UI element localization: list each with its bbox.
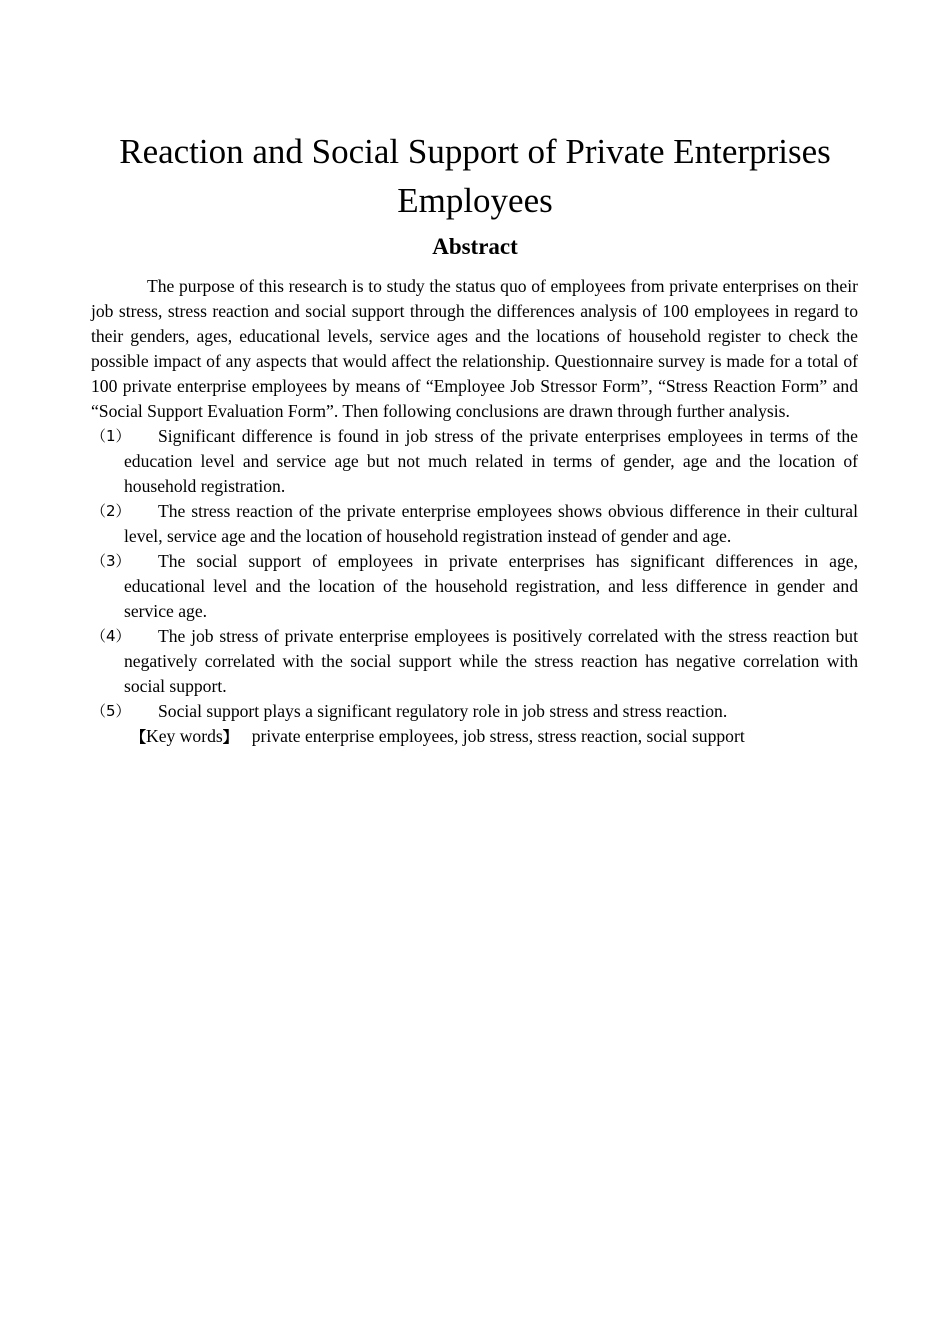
conclusion-item-4	[91, 624, 858, 699]
keywords-label	[131, 726, 238, 746]
keywords-text: private enterprise employees, job stress, stress reaction, social support	[251, 726, 745, 746]
conclusion-text: The job stress of private enterprise employees is positively correlated with the stress reaction but negatively correlated with the social support while the stress reaction has negative correlation with social support.	[124, 626, 858, 696]
conclusion-text: The stress reaction of the private enterprise employees shows obvious difference in their cultural level, service age and the location of household registration instead of gender and age.	[124, 501, 858, 546]
conclusion-text: Social support plays a significant regulatory role in job stress and stress reaction.	[158, 701, 728, 721]
conclusion-marker: （2）	[91, 502, 131, 520]
conclusion-item-3	[91, 549, 858, 624]
conclusion-marker: （3）	[91, 552, 131, 570]
conclusion-item-5	[91, 699, 858, 724]
keywords-open-bracket: 【	[131, 728, 147, 746]
conclusion-item-1	[91, 424, 858, 499]
conclusion-text: Significant difference is found in job stress of the private enterprises employees in terms of the education level and service age but not much related in terms of gender, age and the location of household registration.	[124, 426, 858, 496]
conclusion-marker: （1）	[91, 427, 131, 445]
abstract-intro-paragraph: The purpose of this research is to study the status quo of employees from private enterprises on their job stress, stress reaction and social support through the differences analysis of 100 employees in regard to their genders, ages, educational levels, service ages and the locations of household register to check the possible impact of any aspects that would affect the relationship. Questionnaire survey is made for a total of 100 private enterprise employees by means of “Employee Job Stressor Form”, “Stress Reaction Form” and “Social Support Evaluation Form”. Then following conclusions are drawn through further analysis.	[91, 276, 858, 421]
keywords-label-text: Key words	[146, 726, 223, 746]
conclusion-text: The social support of employees in private enterprises has significant differences in age, educational level and the location of the household registration, and less difference in gender and service age.	[124, 551, 858, 621]
document-title: Reaction and Social Support of Private Enterprises Employees	[119, 132, 831, 220]
abstract-heading: Abstract	[432, 234, 518, 259]
conclusion-marker: （4）	[91, 627, 131, 645]
conclusion-marker: （5）	[91, 702, 131, 720]
keywords-close-bracket: 】	[222, 728, 238, 746]
abstract-body	[91, 274, 858, 750]
conclusion-item-2	[91, 499, 858, 549]
conclusions-list	[91, 424, 858, 724]
keywords-line	[91, 724, 858, 750]
